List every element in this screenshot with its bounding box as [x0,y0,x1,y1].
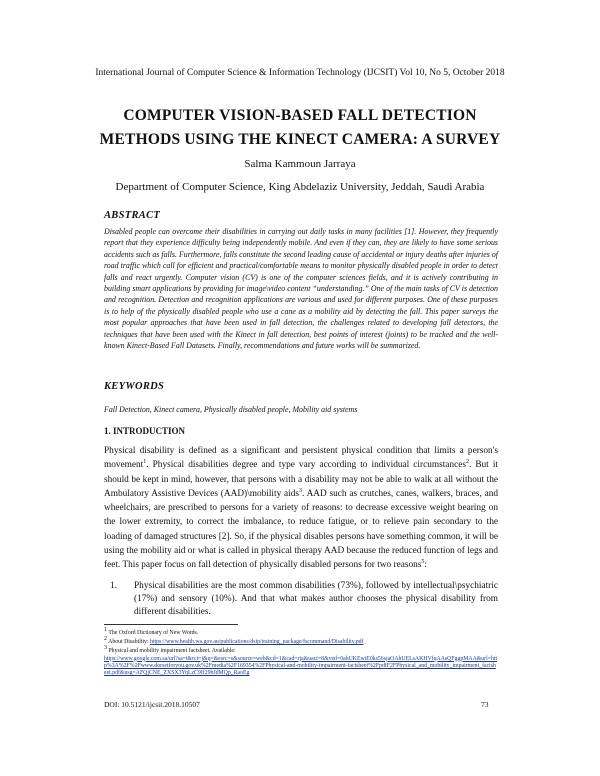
footnote-ref-1[interactable]: 1 [143,459,147,466]
intro-text-1: Physical disability is defined as a significant and persistent physical condition that limits a person's movement [104,446,498,471]
list-item [104,580,498,619]
footnote-ref-3[interactable]: 3 [299,487,302,494]
intro-text-3: . But it should be kept in mind, however, that persons with a disability may not be able to walk at all without the Ambulatory Assistive Devices (AAD)\mobility aids [104,460,498,499]
footnote-1 [104,627,498,637]
doi-label: DOI: 10.5121/ijcsit.2018.10507 [104,700,200,709]
intro-text-5: : [424,560,427,571]
footnote-3-text: Physical and mobility impairment factsheet. Available: [108,648,236,655]
title-line-2: METHODS USING THE KINECT CAMERA: A SURVEY [99,131,501,148]
footnote-ref-2[interactable]: 2 [465,459,469,466]
journal-header: International Journal of Computer Science & Information Technology (IJCSIT) Vol 10, No 5, October 2018 [95,68,505,78]
list-item-text: Physical disabilities are the most common disabilities (73%), followed by intellectual\psychiatric (17%) and sensory (10%). And that what makes author chooses the physical disability from different disabilities. [134,581,498,617]
title-line-1: COMPUTER VISION-BASED FALL DETECTION [123,107,477,124]
abstract-text: Disabled people can overcome their disabilities in carrying out daily tasks in many facilities [1]. However, they frequently report that they experience difficulty being independently mobile. And even if they can, they are likely to have some serious accidents such as falls. Furthermore, falls constitute the second leading cause of accidental or injury deaths after injuries of road traffic which call for efficient and practical/comfortable means to monitor physically disabled people in order to detect falls and react urgently. Computer vision (CV) is one of the computer sciences fields, and it is actively contributing in building smart applications by providing for image\video content “understanding.” One of the main tasks of CV is detection and recognition. Detection and recognition applications are various and used for different purposes. One of these purposes is to help of the physically disabled people who use a cane as a mobility aid by detecting the fall. This paper surveys the most popular approaches that have been used in fall detection, the challenges related to developing fall detectors, the techniques that have been used with the Kinect in fall detection, best points of interest (joints) to be tracked and the well-known Kinect-Based Fall Datasets. Finally, recommendations and future works will be summarized. [104,227,498,351]
paper-title [60,104,540,152]
footnote-3 [104,645,498,677]
footnote-1-number: 1 [104,627,107,634]
author-name: Salma Kammoun Jarraya [244,158,356,170]
footnote-3-number: 3 [104,645,107,652]
list-item-number: 1. [110,581,117,591]
page-number: 73 [481,700,489,709]
footnote-1-text: The Oxford Dictionary of New Words. [108,630,199,636]
author-affiliation: Department of Computer Science, King Abdelaziz University, Jeddah, Saudi Arabia [115,181,485,193]
abstract-heading: ABSTRACT [104,210,161,221]
footnote-3-link[interactable]: https://www.google.com.sa/url?sa=t&rct=j&q=&esrc=s&source=web&cd=1&cad=rja&uact=8&ved=0ahUKEwiE0ks56sjaOAhUELsAKHVfqAAsQFggpMAA&url=http%3A%2F%2Fwww.dorsetforyou.gov.uk%2Fmedia%2F169354%2FPhysical-and-mobility-impairment-factsheet%2FpdfF2FPhysical_and_mobility_impairment_factsheet.pdf&usg=AFQjCNE_ZXSX3YqLzC9If29bJdMQp_RaoEg [104,655,498,677]
intro-text-4: . AAD such as crutches, canes, walkers, braces, and wheelchairs, are prescribed to persons for a variety of reasons: to decrease excessive weight bearing on the lower extremity, to correct the imbalance, to reduce fatigue, or to relieve pain secondary to the loading of damaged structures [2]. So, if the physical disables persons have something common, it will be using the mobility aid or what is called in physical therapy AAD because the reduced function of legs and feet. This paper focus on fall detection of physically disabled persons for two reasons [104,488,499,571]
footnote-2-text: About Disability: [108,639,151,646]
keywords-text: Fall Detection, Kinect camera, Physically disabled people, Mobility aid systems [104,405,358,414]
footnote-ref-4[interactable]: 5 [421,559,425,566]
introduction-heading: 1. INTRODUCTION [104,426,186,436]
keywords-heading: KEYWORDS [104,381,165,392]
intro-text-2: . Physical disabilities degree and type vary according to individual circumstances [146,460,466,471]
footnote-2 [104,636,498,646]
footnote-2-number: 2 [104,636,107,643]
introduction-paragraph [104,444,498,573]
footnote-divider [104,624,238,625]
footnotes [104,627,498,679]
footnote-2-link[interactable]: https://www.health.wa.gov.au/publications/dsip/training_package/fscommand/Disability.pdf [150,639,364,646]
